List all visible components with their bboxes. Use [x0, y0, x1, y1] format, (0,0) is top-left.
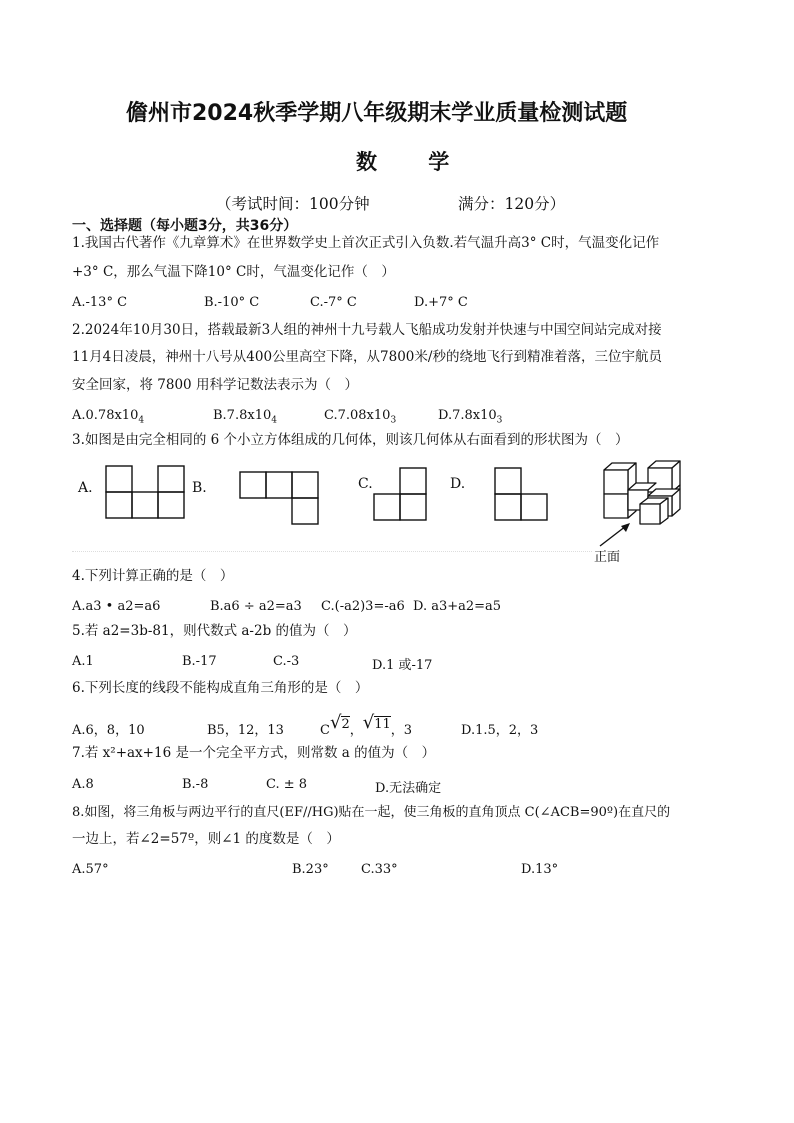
- q5-option-d: D.1 或-17: [372, 658, 433, 673]
- q4-option-d: D. a3+a2=a5: [413, 599, 502, 614]
- q6-option-c-sep: ，: [349, 723, 363, 738]
- q3-figure-c: [372, 466, 430, 522]
- q2-line3: 安全回家，将 7800 用科学记数法表示为（ ）: [72, 377, 358, 393]
- q4-line1: 4.下列计算正确的是（ ）: [72, 568, 234, 584]
- q2-option-b-exp: 4: [271, 415, 277, 426]
- q2-option-b-text: B.7.8x10: [213, 408, 272, 423]
- q1-line1: 1.我国古代著作《九章算术》在世界数学史上首次正式引入负数.若气温升高3° C时，气温变化记作: [72, 235, 660, 251]
- q6-line1: 6.下列长度的线段不能构成直角三角形的是（ ）: [72, 680, 369, 696]
- q7-option-c: C. ± 8: [266, 777, 308, 792]
- q7-option-d: D.无法确定: [375, 781, 442, 796]
- q6-option-c-radicand-2: 11: [374, 717, 391, 732]
- scan-artifact-line: [72, 551, 592, 553]
- q2-option-d-text: D.7.8x10: [438, 408, 497, 423]
- q8-line1: 8.如图，将三角板与两边平行的直尺(EF//HG)贴在一起，使三角板的直角顶点 C(∠ACB=90º)在直尺的: [72, 805, 671, 820]
- q2-option-d: [438, 408, 502, 426]
- q2-option-c-exp: 3: [390, 415, 397, 426]
- q6-option-c-radicand-1: 2: [341, 717, 350, 732]
- q8-option-a: A.57°: [72, 862, 109, 877]
- q1-option-a: A.-13° C: [72, 295, 128, 310]
- q6-option-a: A.6，8，10: [72, 723, 145, 738]
- q6-option-d: D.1.5，2，3: [461, 723, 539, 738]
- q6-option-c: [320, 712, 413, 738]
- q3-figure-d: [493, 466, 551, 522]
- q2-line2: 11月4日凌晨，神州十八号从400公里高空下降，从7800米/秒的绕地飞行到精准着落，三位宇航员: [72, 349, 662, 365]
- q3-figure-a: [104, 464, 188, 520]
- q3-line1: 3.如图是由完全相同的 6 个小立方体组成的几何体，则该几何体从右面看到的形状图为（ ）: [72, 432, 629, 448]
- q5-line1: 5.若 a2=3b-81，则代数式 a-2b 的值为（ ）: [72, 623, 357, 639]
- q2-option-c: [324, 408, 396, 426]
- q3-figure-b: [238, 470, 322, 528]
- q2-option-b: [213, 408, 277, 426]
- q5-option-b: B.-17: [182, 654, 217, 669]
- q1-option-b: B.-10° C: [204, 295, 260, 310]
- q8-line2: 一边上，若∠2=57º，则∠1 的度数是（ ）: [72, 831, 340, 847]
- q1-option-c: C.-7° C: [310, 295, 357, 310]
- q2-line1: 2.2024年10月30日，搭载最新3人组的神州十九号载人飞船成功发射并快速与中国空间站完成对接: [72, 322, 662, 338]
- q4-option-b: B.a6 ÷ a2=a3: [210, 599, 302, 614]
- exam-time: （考试时间：100分钟: [216, 195, 370, 213]
- q2-option-a-exp: 4: [138, 415, 145, 426]
- q3-label-a: A.: [78, 480, 93, 496]
- q7-line1: 7.若 x²+ax+16 是一个完全平方式，则常数 a 的值为（ ）: [72, 745, 436, 761]
- q2-option-a: [72, 408, 144, 426]
- exam-title: 儋州市2024秋季学期八年级期末学业质量检测试题: [126, 101, 628, 126]
- q8-option-d: D.13°: [521, 862, 559, 877]
- q3-label-b: B.: [192, 480, 207, 496]
- q2-option-d-exp: 3: [496, 415, 503, 426]
- subject-title: 数 学: [356, 150, 472, 174]
- q6-option-b: B5，12，13: [207, 723, 284, 738]
- sqrt-symbol-1: √: [329, 712, 342, 733]
- q5-option-c: C.-3: [273, 654, 300, 669]
- q1-line2: +3° C，那么气温下降10° C时，气温变化记作（ ）: [72, 264, 395, 280]
- section-heading: 一、选择题（每小题3分，共36分）: [72, 218, 298, 234]
- q8-option-c: C.33°: [361, 862, 398, 877]
- q4-option-c: C.(-a2)3=-a6: [321, 599, 405, 614]
- q5-option-a: A.1: [72, 654, 94, 669]
- q7-option-a: A.8: [72, 777, 94, 792]
- q3-label-d: D.: [450, 476, 466, 492]
- q2-option-c-text: C.7.08x10: [324, 408, 391, 423]
- q3-label-c: C.: [358, 476, 373, 492]
- exam-score: 满分：120分）: [458, 195, 566, 213]
- q7-option-b: B.-8: [182, 777, 209, 792]
- q6-option-c-tail: ，3: [390, 723, 413, 738]
- q8-option-b: B.23°: [292, 862, 329, 877]
- q3-front-label: 正面: [594, 550, 621, 565]
- q2-option-a-text: A.0.78x10: [72, 408, 139, 423]
- q6-option-c-prefix: C: [320, 723, 330, 738]
- q4-option-a: A.a3 • a2=a6: [72, 599, 161, 614]
- sqrt-symbol-2: √: [362, 712, 375, 733]
- q1-option-d: D.+7° C: [414, 295, 468, 310]
- q3-cube-solid: [596, 460, 688, 556]
